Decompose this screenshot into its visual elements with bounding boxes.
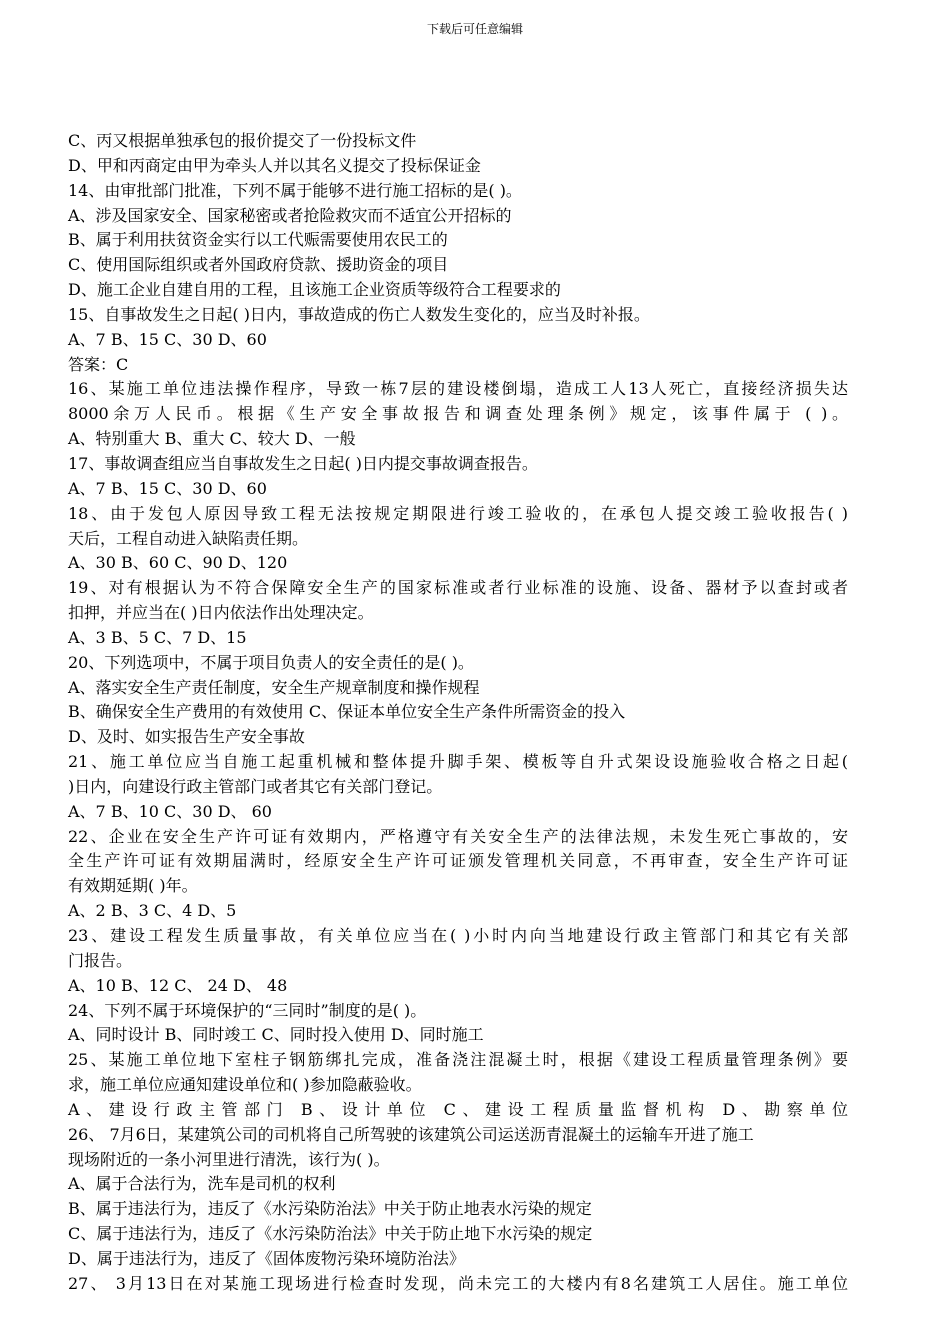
text-line: A、7 B、15 C、30 D、60 <box>68 329 267 349</box>
page-header: 下载后可任意编辑 <box>426 22 523 36</box>
text-line: 20、下列选项中，不属于项目负责人的安全责任的是( )。 <box>68 652 474 672</box>
text-line: 求，施工单位应通知建设单位和( )参加隐蔽验收。 <box>68 1075 422 1095</box>
text-line: A、属于合法行为，洗车是司机的权利 <box>68 1174 336 1194</box>
text-line: A、涉及国家安全、国家秘密或者抢险救灾而不适宜公开招标的 <box>68 205 512 225</box>
text-line: A、2 B、3 C、4 D、5 <box>68 901 237 921</box>
text-line: A、7 B、10 C、30 D、 60 <box>68 801 272 821</box>
text-line: A、同时设计 B、同时竣工 C、同时投入使用 D、同时施工 <box>68 1025 484 1045</box>
text-line: 现场附近的一条小河里进行清洗，该行为( )。 <box>68 1149 390 1169</box>
text-line: 24、下列不属于环境保护的“三同时”制度的是( )。 <box>68 1000 427 1020</box>
text-line: 25、某施工单位地下室柱子钢筋绑扎完成，准备浇注混凝土时，根据《建设工程质量管理条例》要 <box>68 1050 848 1070</box>
text-line: C、属于违法行为，违反了《水污染防治法》中关于防止地下水污染的规定 <box>68 1224 593 1244</box>
text-line: 19、对有根据认为不符合保障安全生产的国家标准或者行业标准的设施、设备、器材予以查封或者 <box>68 578 848 598</box>
text-line: C、丙又根据单独承包的报价提交了一份投标文件 <box>68 131 417 150</box>
text-line: 扣押，并应当在( )日内依法作出处理决定。 <box>68 603 374 623</box>
text-line: A、落实安全生产责任制度，安全生产规章制度和操作规程 <box>68 677 480 697</box>
text-line: D、施工企业自建自用的工程，且该施工企业资质等级符合工程要求的 <box>68 280 561 300</box>
text-line: 天后，工程自动进入缺陷责任期。 <box>68 528 309 548</box>
text-line: 答案：C <box>68 354 129 374</box>
text-line: D、及时、如实报告生产安全事故 <box>68 727 305 747</box>
text-line: C、使用国际组织或者外国政府贷款、援助资金的项目 <box>68 255 449 275</box>
text-line: 14、由审批部门批准，下列不属于能够不进行施工招标的是( )。 <box>68 180 522 200</box>
document-body <box>68 129 848 1297</box>
text-line: 8000余万人民币。根据《生产安全事故报告和调查处理条例》规定，该事件属于 ( )。 <box>68 404 848 424</box>
text-line: 有效期延期( )年。 <box>68 876 198 896</box>
text-line: A、特别重大 B、重大 C、较大 D、一般 <box>68 429 356 449</box>
text-line: 27、 3月13日在对某施工现场进行检查时发现，尚未完工的大楼内有8名建筑工人居住。施工单位 <box>68 1273 848 1293</box>
text-line: B、属于利用扶贫资金实行以工代赈需要使用农民工的 <box>68 230 448 250</box>
text-line: 16、某施工单位违法操作程序，导致一栋7层的建设楼倒塌，造成工人13人死亡，直接经济损失达 <box>68 379 848 399</box>
text-line: 21、施工单位应当自施工起重机械和整体提升脚手架、模板等自升式架设设施验收合格之日起( <box>68 752 848 772</box>
text-line: 15、自事故发生之日起( )日内，事故造成的伤亡人数发生变化的，应当及时补报。 <box>68 304 650 324</box>
text-line: 22、企业在安全生产许可证有效期内，严格遵守有关安全生产的法律法规，未发生死亡事故的，安 <box>68 826 848 846</box>
text-line: 23、建设工程发生质量事故，有关单位应当在( )小时内向当地建设行政主管部门和其它有关部 <box>68 926 848 945</box>
text-line: 26、 7月6日，某建筑公司的司机将自己所驾驶的该建筑公司运送沥青混凝土的运输车开进了施工 <box>68 1124 754 1144</box>
text-line: A、7 B、15 C、30 D、60 <box>68 478 267 498</box>
text-line: )日内，向建设行政主管部门或者其它有关部门登记。 <box>68 776 443 796</box>
text-line: B、属于违法行为，违反了《水污染防治法》中关于防止地表水污染的规定 <box>68 1199 592 1219</box>
text-line: 门报告。 <box>68 950 133 970</box>
text-line: B、确保安全生产费用的有效使用 C、保证本单位安全生产条件所需资金的投入 <box>68 702 626 722</box>
text-line: 17、事故调查组应当自事故发生之日起( )日内提交事故调查报告。 <box>68 453 538 473</box>
text-line: A、建设行政主管部门 B、设计单位 C、建设工程质量监督机构 D、勘察单位 <box>68 1099 848 1119</box>
text-line: A、3 B、5 C、7 D、15 <box>68 627 247 647</box>
text-line: 全生产许可证有效期届满时，经原安全生产许可证颁发管理机关同意，不再审查，安全生产许可证 <box>68 851 848 871</box>
text-line: 18、由于发包人原因导致工程无法按规定期限进行竣工验收的，在承包人提交竣工验收报告( ) <box>68 503 848 523</box>
text-line: A、10 B、12 C、 24 D、 48 <box>68 975 288 995</box>
text-line: D、属于违法行为，违反了《固体废物污染环境防治法》 <box>68 1248 465 1268</box>
text-line: D、甲和丙商定由甲为牵头人并以其名义提交了投标保证金 <box>68 155 481 175</box>
text-line: A、30 B、60 C、90 D、120 <box>68 553 288 573</box>
